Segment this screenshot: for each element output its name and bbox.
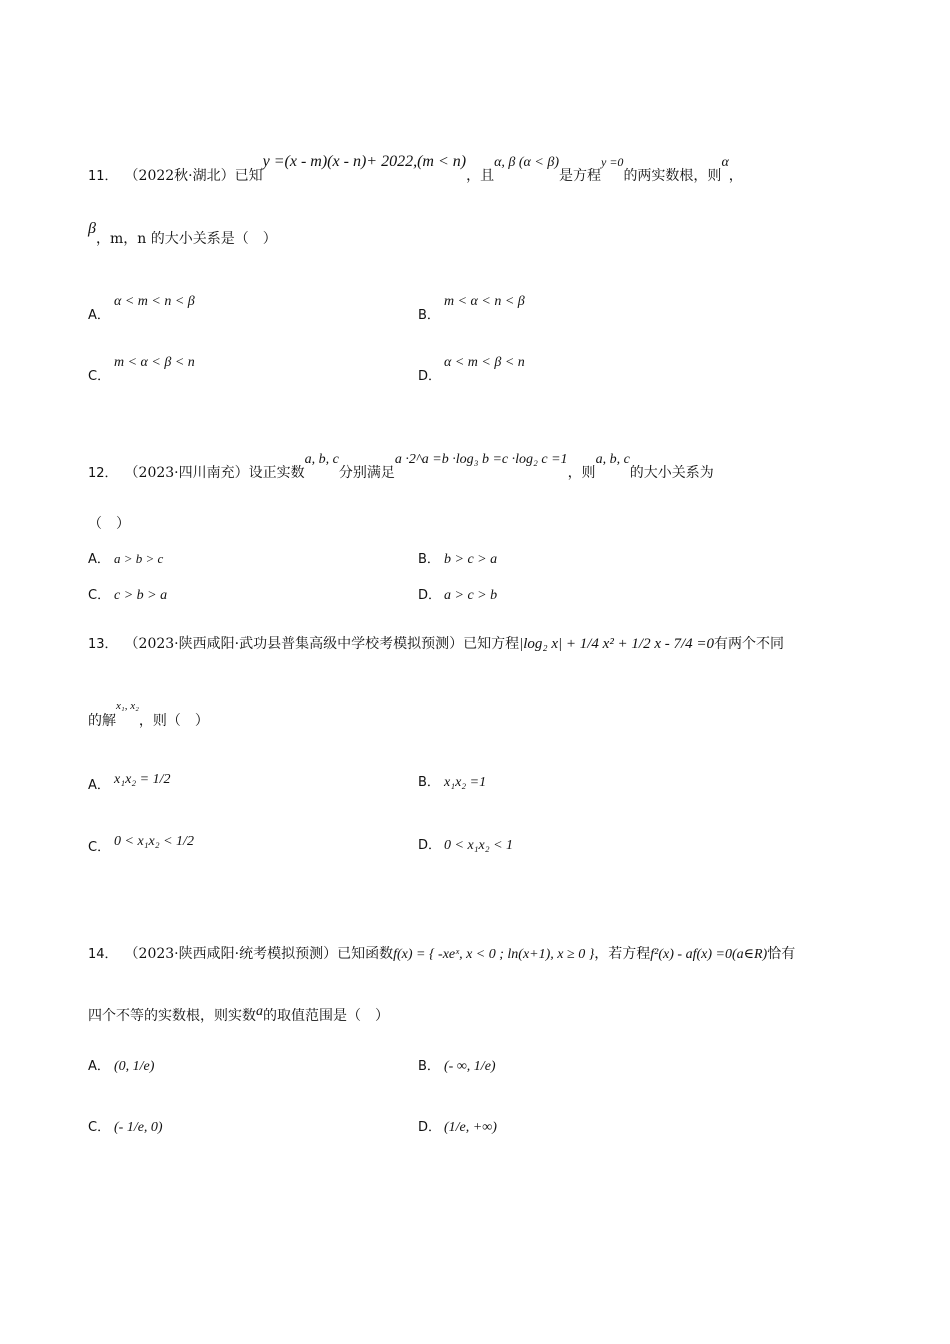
option-d: D．α < m < β < n [418,355,525,384]
question-text: ，则 [567,465,596,481]
formula: x₁, x₂ [116,700,139,712]
question-source: （2023·陕西咸阳·统考模拟预测） [131,946,338,962]
question-number: 11． [88,169,118,184]
question-14-line-1 [88,943,795,963]
question-text: 已知函数 [337,946,394,962]
question-text: ，则（ ） [138,713,209,729]
option-c: C． 0 < x₁x₂ < 1/2 [88,834,194,855]
question-source: （2023·陕西咸阳·武功县普集高级中学校考模拟预测） [131,636,464,652]
question-number: 14． [88,947,118,962]
question-text: ， [728,168,743,184]
question-text: ，m，n 的大小关系是（ ） [95,231,277,247]
option-c: C． (- 1/e, 0) [88,1120,163,1135]
question-source: （2023·四川南充） [131,465,249,481]
option-a: A． a > b > c [88,551,164,567]
question-text: 分别满足 [338,465,395,481]
option-d: D． 0 < x₁x₂ < 1 [418,838,514,853]
option-b: B．m < α < n < β [418,294,525,323]
question-text: 有两个不同 [714,636,785,652]
option-d: D． a > c > b [418,588,498,603]
question-text: 的大小关系为 [629,465,714,481]
question-11-line-1 [88,153,743,185]
option-c: C．m < α < β < n [88,355,195,384]
option-b: B． x₁x₂ =1 [418,775,487,790]
question-text: 的取值范围是（ ） [263,1008,389,1024]
question-text: 已知方程 [463,636,520,652]
formula: a ·2^a =b ·log₃ b =c ·log₂ c =1 [394,452,568,467]
question-11-line-2 [88,220,277,248]
question-text: 的两实数根，则 [623,168,722,184]
question-text: 四个不等的实数根，则实数 [88,1008,256,1024]
formula: α [721,155,729,170]
question-number: 12． [88,466,118,481]
formula: y =(x - m)(x - n)+ 2022,(m < n) [262,153,467,170]
question-source: （2022秋·湖北） [131,168,235,184]
question-13-line-2 [88,700,209,730]
formula: a, b, c [595,452,630,467]
formula: α, β (α < β) [494,155,559,170]
question-text: ，若方程 [594,946,651,962]
question-text: 的解 [88,713,116,729]
formula: f(x) = { -xeˣ, x < 0 ; ln(x+1), x ≥ 0 } [393,947,595,962]
formula: |log₂ x| + 1/4 x² + 1/2 x - 7/4 =0 [519,636,715,652]
option-d: D． (1/e, +∞) [418,1120,497,1135]
question-12-line-1 [88,452,714,482]
option-a: A． x₁x₂ = 1/2 [88,772,171,793]
option-a: A． (0, 1/e) [88,1059,155,1074]
formula: β [88,220,96,237]
question-12-line-2 [88,513,130,533]
option-c: C． c > b > a [88,588,168,603]
formula: f²(x) - af(x) =0(a∈R) [650,947,768,962]
formula: a, b, c [304,452,339,467]
question-14-line-2 [88,1005,389,1025]
question-text: 设正实数 [248,465,305,481]
question-13-line-1 [88,633,784,653]
question-number: 13． [88,637,118,652]
option-a: A．α < m < n < β [88,294,195,323]
formula: a [256,1004,263,1019]
question-text: ，且 [466,168,495,184]
question-text: （ ） [88,516,130,532]
question-text: 恰有 [767,946,796,962]
option-b: B． b > c > a [418,552,498,567]
option-b: B． (- ∞, 1/e) [418,1059,496,1074]
question-text: 是方程 [559,168,601,184]
formula: y =0 [601,155,624,169]
question-text: 已知 [234,168,263,184]
